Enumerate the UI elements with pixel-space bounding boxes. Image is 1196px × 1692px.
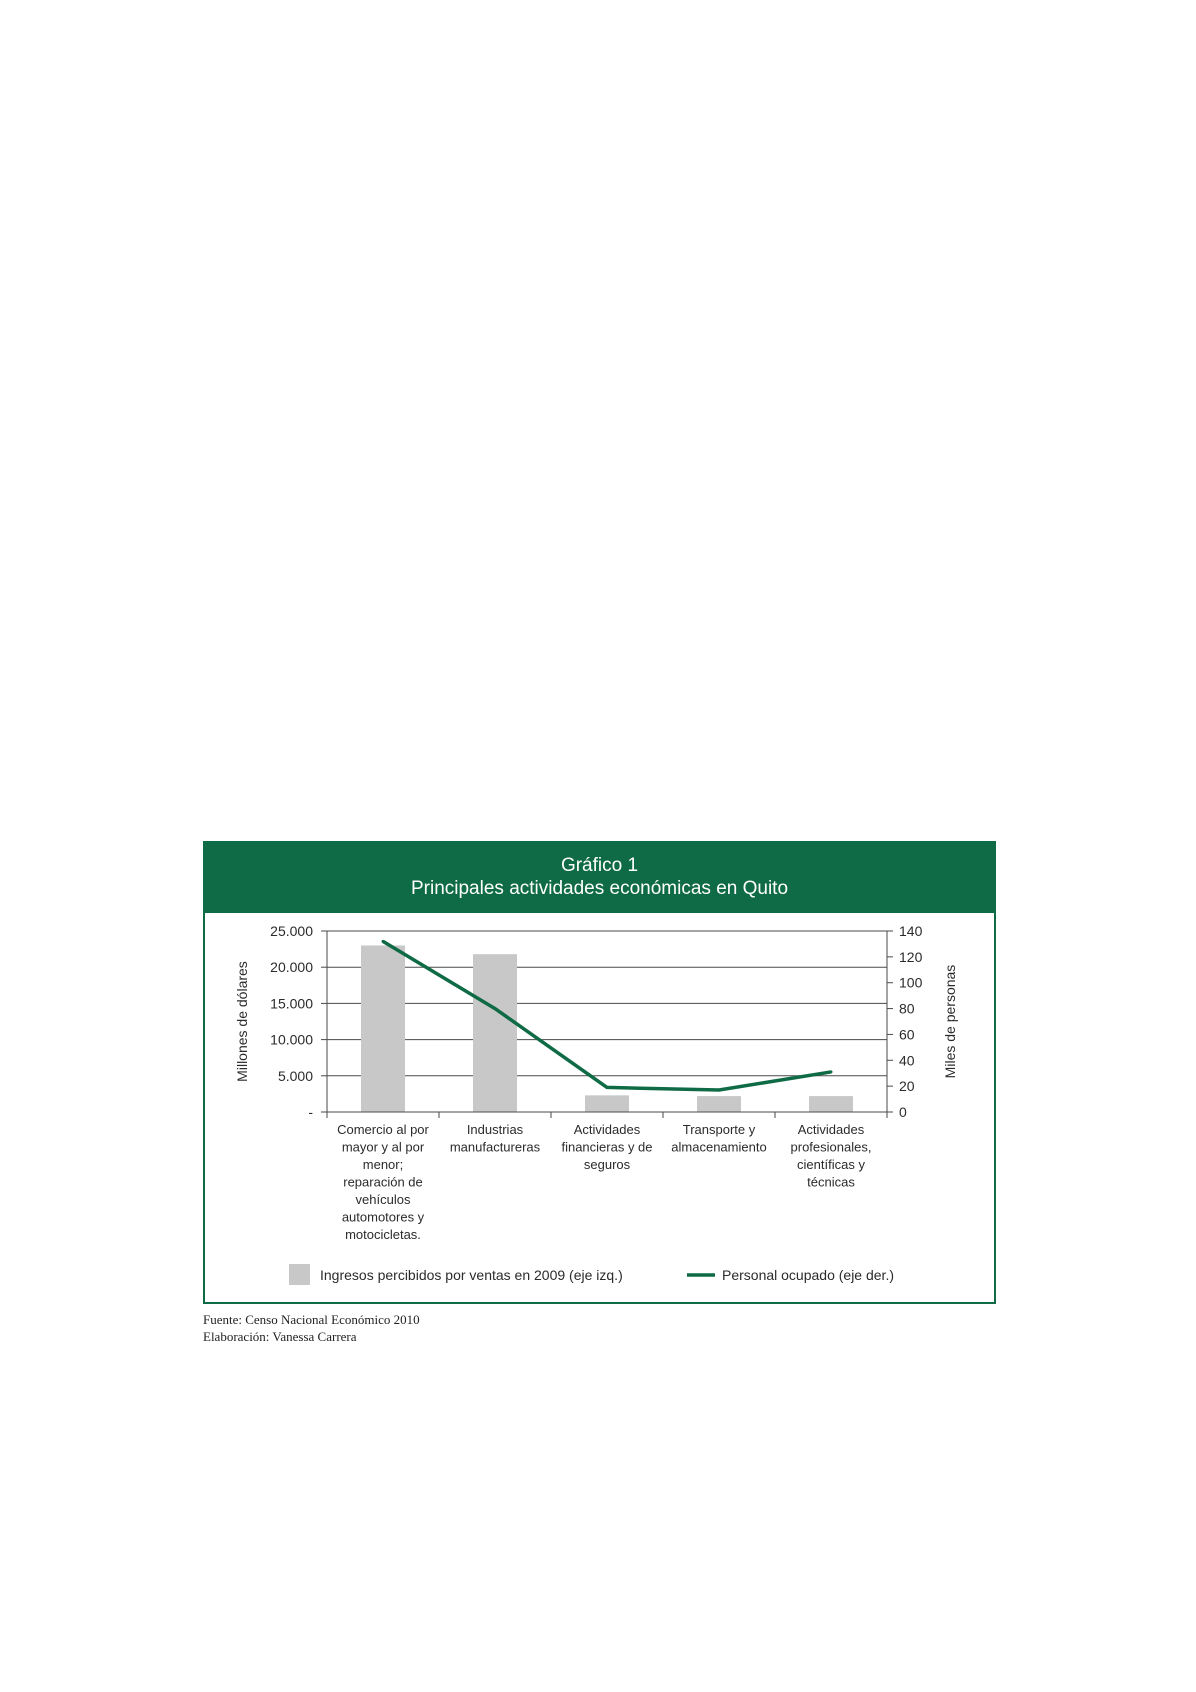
x-tick-label-line: Transporte y [682, 1122, 756, 1137]
y-right-axis-label: Miles de personas [942, 964, 958, 1079]
x-tick-label-line: mayor y al por [341, 1139, 425, 1155]
line-point [606, 1086, 609, 1089]
x-tick-label [671, 1122, 766, 1155]
x-tick-label-line: Actividades [573, 1122, 641, 1137]
bar [361, 945, 405, 1112]
x-tick-label-line: Comercio al por [337, 1122, 429, 1137]
bar [697, 1096, 741, 1112]
y-right-tick-label: 40 [899, 1052, 915, 1069]
chart-title: Principales actividades económicas en Quito [410, 878, 789, 899]
line-point [382, 940, 385, 943]
x-tick-label-line: científicas y [797, 1157, 865, 1172]
line-point [494, 1007, 497, 1010]
x-tick-label [337, 1122, 429, 1242]
y-right-tick-label: 0 [899, 1104, 907, 1120]
x-tick-label [791, 1122, 872, 1190]
y-left-tick-label: 20.000 [270, 959, 313, 976]
legend-swatch-bars [289, 1264, 310, 1285]
credit-line: Elaboración: Vanessa Carrera [203, 1329, 357, 1344]
x-tick-label-line: motocicletas. [345, 1227, 421, 1242]
x-tick-label-line: Actividades [797, 1122, 865, 1137]
x-tick-label-line: menor; [362, 1157, 404, 1172]
y-left-tick-label: 10.000 [270, 1031, 313, 1048]
x-tick-label-line: Industrias [466, 1122, 524, 1137]
chart-svg [205, 913, 994, 1302]
y-right-tick-label: 20 [899, 1078, 915, 1095]
x-tick-label [561, 1122, 652, 1172]
source-note [203, 1311, 420, 1345]
legend-label-bars: Ingresos percibidos por ventas en 2009 (eje izq.) [320, 1267, 623, 1283]
x-tick-label-line: seguros [583, 1157, 631, 1172]
x-tick-label-line: automotores y [341, 1209, 425, 1225]
x-tick-label-line: profesionales, [790, 1139, 872, 1155]
chart-header [205, 843, 994, 913]
x-tick-label-line: reparación de [343, 1174, 423, 1190]
bar [473, 954, 517, 1112]
y-left-axis-label: Millones de dólares [234, 961, 250, 1082]
y-right-tick-label: 100 [899, 974, 923, 991]
x-tick-label-line: manufactureras [449, 1139, 541, 1155]
y-left-tick-label: 25.000 [270, 923, 313, 939]
x-tick-label-line: financieras y de [561, 1139, 653, 1155]
y-left-tick-label: - [308, 1104, 313, 1120]
legend-label-line: Personal ocupado (eje der.) [722, 1267, 894, 1283]
series-line [383, 941, 831, 1090]
source-line: Fuente: Censo Nacional Económico 2010 [203, 1312, 420, 1327]
line-point [718, 1089, 721, 1092]
chart-label: Gráfico 1 [560, 855, 639, 876]
x-tick-label [450, 1122, 541, 1155]
y-right-tick-label: 60 [899, 1026, 915, 1043]
line-point [830, 1070, 833, 1073]
bar [809, 1096, 853, 1112]
y-left-tick-label: 15.000 [270, 995, 313, 1012]
x-tick-label-line: almacenamiento [671, 1139, 767, 1155]
y-left-tick-label: 5.000 [277, 1067, 313, 1084]
y-right-tick-label: 80 [899, 1000, 915, 1017]
y-right-tick-label: 140 [899, 923, 923, 939]
x-tick-label-line: vehículos [355, 1192, 411, 1207]
y-right-tick-label: 120 [899, 948, 923, 965]
bar [585, 1095, 629, 1112]
x-tick-label-line: técnicas [807, 1174, 855, 1190]
chart-figure [203, 841, 996, 1304]
